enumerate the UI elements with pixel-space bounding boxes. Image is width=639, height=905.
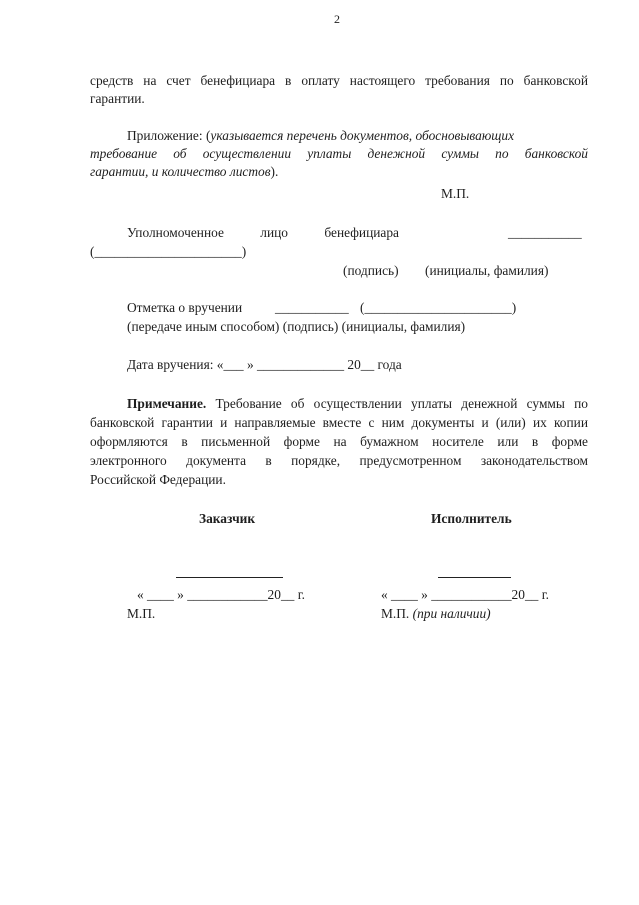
appendix-italic-line2: требование об осуществлении уплаты денежной суммы по банковской: [90, 146, 588, 161]
authorized-sign-blank: ___________: [508, 225, 582, 240]
executor-seal-note: (при наличии): [412, 606, 491, 621]
appendix-seal: М.П.: [441, 186, 470, 201]
appendix-label: Приложение: (: [127, 128, 211, 143]
authorized-label: Уполномоченное лицо бенефициара: [127, 225, 399, 240]
appendix-line1: [127, 127, 588, 145]
note-line4: электронного документа в порядке, предусмотренном законодательством: [90, 453, 588, 468]
delivery-name-blank: (______________________): [360, 300, 517, 315]
appendix-line2: [90, 145, 588, 163]
delivery-date: Дата вручения: «___ » _____________ 20__ года: [127, 357, 402, 372]
authorized-name-blank: (______________________): [90, 244, 247, 259]
customer-seal: М.П.: [127, 606, 156, 621]
note-line3: оформляются в письменной форме на бумажном носителе или в форме: [90, 434, 588, 449]
page-number: 2: [334, 12, 340, 26]
customer-title: Заказчик: [199, 511, 256, 526]
delivery-sign-blank: ___________: [275, 300, 349, 315]
executor-seal-label: М.П.: [381, 606, 413, 621]
paragraph-payment-line1: средств на счет бенефициара в оплату настоящего требования по банковской: [90, 73, 588, 88]
executor-seal: [381, 605, 491, 623]
executor-date: « ____ » ____________20__ г.: [381, 587, 550, 602]
appendix-italic-line3: гарантии, и количество листов: [90, 164, 271, 179]
appendix-italic-line1: указывается перечень документов, обосновывающих: [210, 128, 515, 143]
note-line5: Российской Федерации.: [90, 472, 226, 487]
delivery-caption: (передаче иным способом) (подпись) (инициалы, фамилия): [127, 319, 466, 334]
authorized-sign-caption: (подпись): [343, 263, 399, 278]
note-label: Примечание.: [127, 396, 207, 411]
authorized-name-caption: (инициалы, фамилия): [425, 263, 549, 278]
executor-title: Исполнитель: [431, 511, 512, 526]
customer-signature-line: [176, 577, 283, 578]
appendix-close: ).: [270, 164, 279, 179]
appendix-line3: [90, 163, 278, 181]
note-line1: [127, 395, 588, 413]
note-line2: банковской гарантии и направляемые вместе с ним документы и (или) их копии: [90, 415, 588, 430]
customer-date: « ____ » ____________20__ г.: [137, 587, 306, 602]
executor-signature-line: [438, 577, 511, 578]
note-line1-text: Требование об осуществлении уплаты денежной суммы по: [215, 396, 588, 411]
paragraph-payment-line2: гарантии.: [90, 91, 145, 106]
delivery-label: Отметка о вручении: [127, 300, 243, 315]
